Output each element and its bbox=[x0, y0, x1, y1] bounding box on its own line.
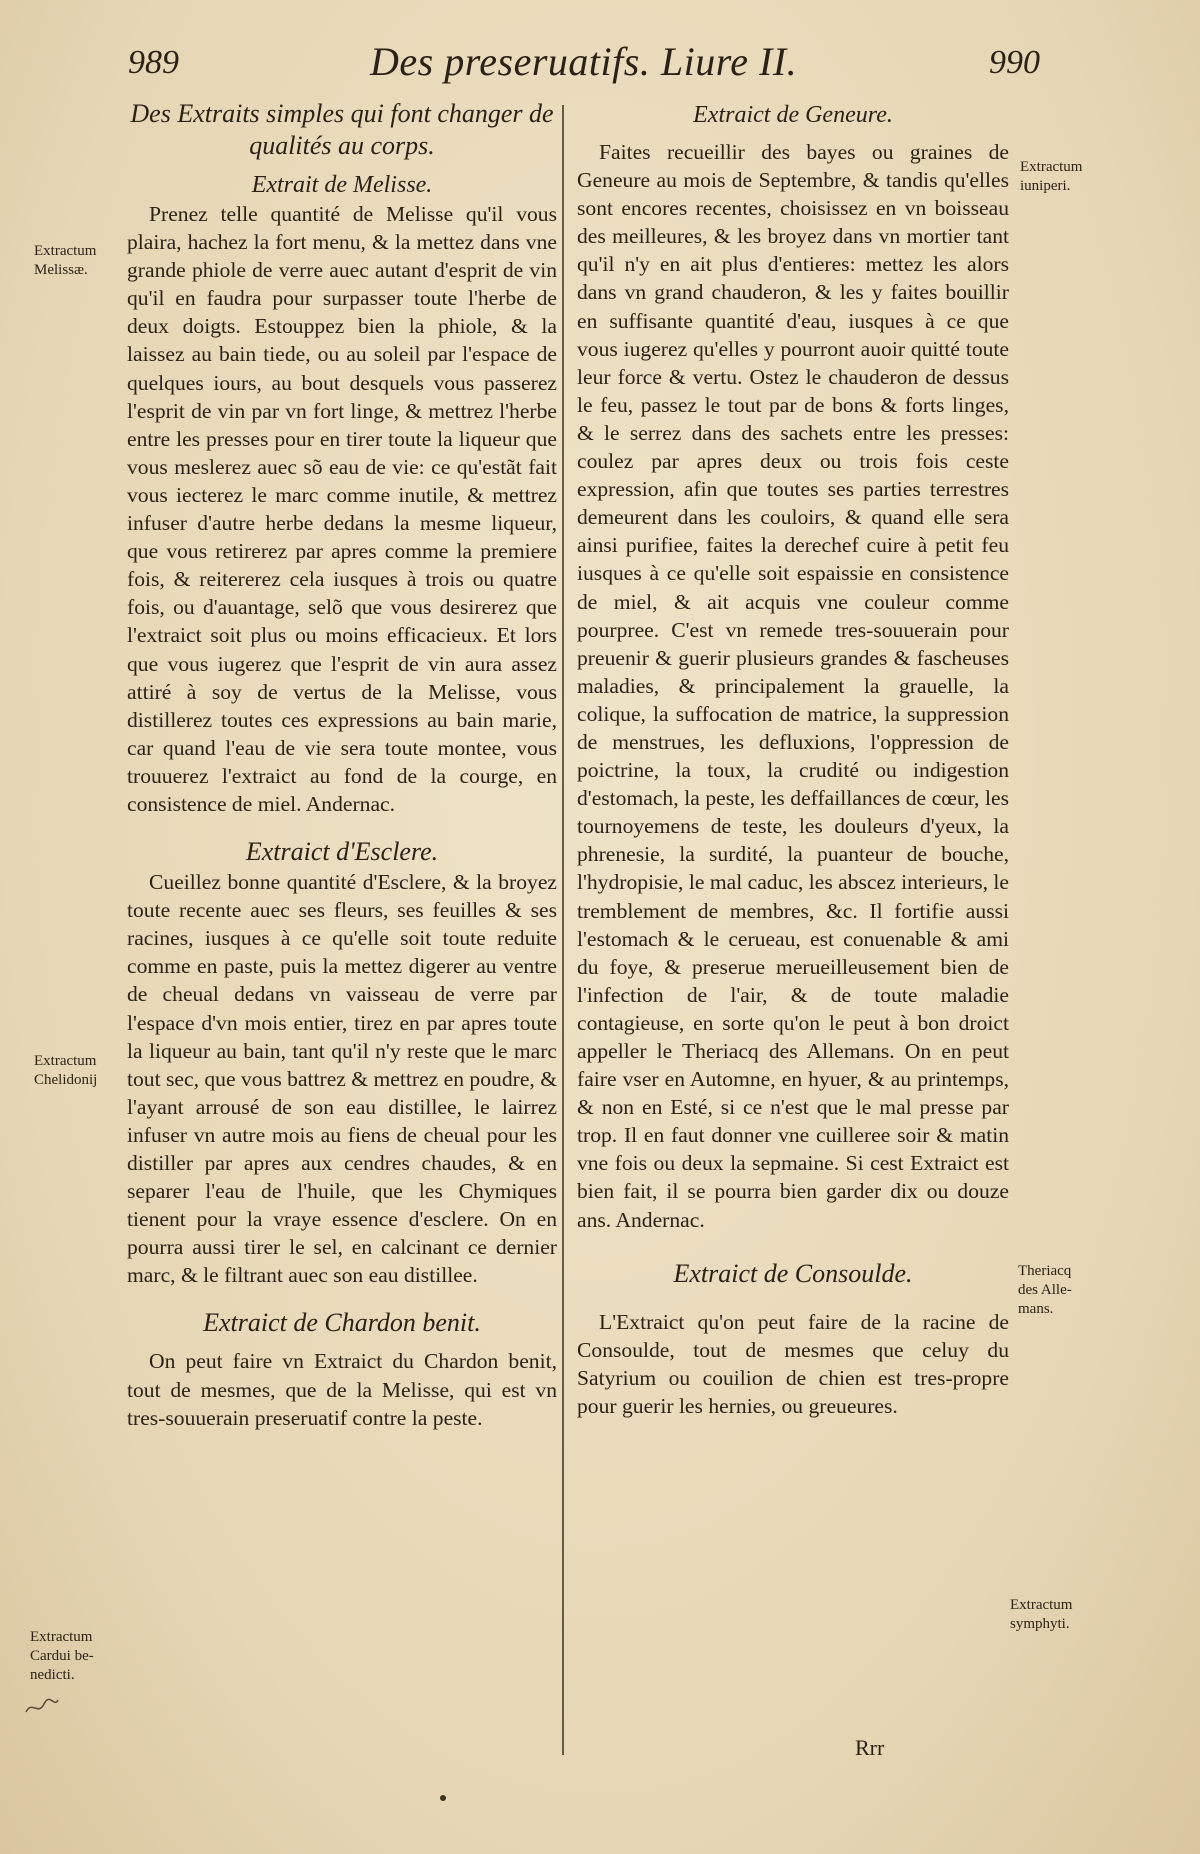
text-esclere: Cueillez bonne quantité d'Esclere, & la broyez toute recente auec ses fleurs, ses feuilles & ses racines, iusques à ce qu'elle soit toute reduite comme en paste, puis la mettez digerer au ventre de cheual dedans vn vaisseau de verre par l'espace d'vn mois entier, tirez en par apres toute la liqueur au bain, tant qu'il n'y reste que le marc tout sec, que vous battrez & mettrez en poudre, & l'ayant arrousé de son eau distillee, le lairrez infuser vn autre mois au fiens de cheual pour les distiller par apres aux cendres chaudes, & en separer l'eau de l'huile, que les Chymiques tienent pour la vraye essence d'esclere. On en pourra aussi tirer le sel, en calcinant ce dernier marc, & le filtrant auec son eau distillee. bbox=[127, 870, 557, 1288]
margin-note-esclere: Extractum Chelidonij bbox=[34, 1053, 98, 1088]
heading-melisse: Extrait de Melisse. bbox=[251, 172, 433, 198]
left-column bbox=[127, 98, 557, 1432]
ink-dot bbox=[440, 1795, 446, 1801]
running-title: Des preseruatifs. Liure II. bbox=[370, 39, 798, 84]
heading-consoulde: Extraict de Consoulde. bbox=[673, 1258, 913, 1288]
heading-geneure: Extraict de Geneure. bbox=[693, 102, 893, 128]
text-chardon: On peut faire vn Extraict du Chardon benit, tout de mesmes, que de la Melisse, qui est vn tres-souuerain preseruatif contre la peste. bbox=[127, 1349, 557, 1430]
ink-scribble-icon bbox=[22, 1690, 62, 1720]
margin-note-chardon: Extractum Cardui be- nedicti. bbox=[30, 1629, 94, 1683]
text-geneure: Faites recueillir des bayes ou graines de Geneure au mois de Septembre, & tandis qu'elles sont encores recentes, choisissez en vn boisseau des meilleures, & les broyez dans vn mortier tant qu'il n'y en ait plus d'entieres: mettez les alors dans vn grand chauderon, & les y faites bouillir en suffisante quantité d'eau, iusques à ce que vous iugerez qu'elles y pourront auoir quitté toute leur force & vertu. Ostez le chauderon de dessus le feu, passez le tout par de bons & forts linges, & le serrez dans des sachets entre les presses: coulez par apres deux ou trois fois ceste expression, afin que toutes ses parties terrestres demeurent dans les couloirs, & quand elle sera ainsi purifiee, faites la derechef cuire à petit feu iusques à ce qu'elle soit espaissie en consistence de miel, & ait acquis vne couleur comme pourpree. C'est vn remede tres-souuerain pour preuenir & guerir plusieurs grandes & fascheuses maladies, & principalement la grauelle, la colique, la suffocation de matrice, la suppression de menstrues, les defluxions, l'oppression de poictrine, la toux, la crudité ou indigestion d'estomach, la peste, les deffaillances de cœur, les tournoyemens de teste, les douleurs d'yeux, la phrenesie, la surdité, la puanteur de bouche, l'hydropisie, le mal caduc, les abscez interieurs, le tremblement de membres, &c. Il fortifie aussi l'estomach & le cerueau, est conuenable & ami du foye, & preserue merueilleusement bien de l'infection de l'air, & de toute maladie contagieuse, en sorte qu'on le peut à bon droict appeller le Theriacq des Allemans. On en peut faire vser en Automne, en hyuer, & au printemps, & non en Esté, si ce n'est que le mal presse par trop. Il en faut donner vne cuilleree soir & matin vne fois ou deux la sepmaine. Si cest Extraict est bien fait, il se pourra bien garder dix ou douze ans. Andernac. bbox=[577, 140, 1010, 1232]
text-melisse: Prenez telle quantité de Melisse qu'il vous plaira, hachez la fort menu, & la mettez dans vne grande phiole de verre auec autant d'esprit de vin qu'il en faudra pour surpasser toute l'herbe de deux doigts. Estouppez bien la phiole, & la laissez au bain tiede, ou au soleil par l'espace de quelques iours, au bout desquels vous passerez l'esprit de vin par vn fort linge, & mettrez l'herbe entre les presses pour en tirer toute la liqueur que vous meslerez auec sõ eau de vie: ce qu'estãt fait vous iecterez le marc comme inutile, & mettrez infuser d'autre herbe dedans la mesme liqueur, que vous retirerez par apres comme la premiere fois, & reitererez cela iusques à trois ou quatre fois, ou d'auantage, selõ que vous desirerez que l'extraict soit plus ou moins efficacieux. Et lors que vous iugerez que l'esprit de vin aura assez attiré à soy de vertus de la Melisse, vous distillerez toutes ces expressions au bain marie, car quand l'eau de vie sera toute montee, vous trouuerez l'extraict au fond de la courge, en consistence de miel. Andernac. bbox=[127, 202, 557, 816]
signature-mark: Rrr bbox=[855, 1735, 885, 1760]
page-number-right: 990 bbox=[989, 44, 1040, 81]
right-column bbox=[577, 100, 1009, 1420]
margin-note-consoulde: Extractum symphyti. bbox=[1010, 1597, 1073, 1632]
margin-note-theriacq: Theriacq des Alle- mans. bbox=[1018, 1263, 1072, 1317]
heading-esclere: Extraict d'Esclere. bbox=[245, 837, 439, 867]
text-consoulde: L'Extraict qu'on peut faire de la racine de Consoulde, tout de mesmes que celuy du Satyrium ou couilion de chien est tres-propre pour guerir les hernies, ou greueures. bbox=[577, 1309, 1009, 1418]
page-number-left: 989 bbox=[128, 44, 179, 81]
section-title: Des Extraits simples qui font changer de qualités au corps. bbox=[130, 99, 554, 160]
margin-note-melisse: Extractum Melissæ. bbox=[34, 243, 97, 278]
column-divider bbox=[562, 105, 564, 1755]
page-header bbox=[120, 38, 1040, 98]
margin-note-geneure: Extractum iuniperi. bbox=[1020, 159, 1083, 194]
heading-chardon: Extraict de Chardon benit. bbox=[203, 1308, 481, 1338]
